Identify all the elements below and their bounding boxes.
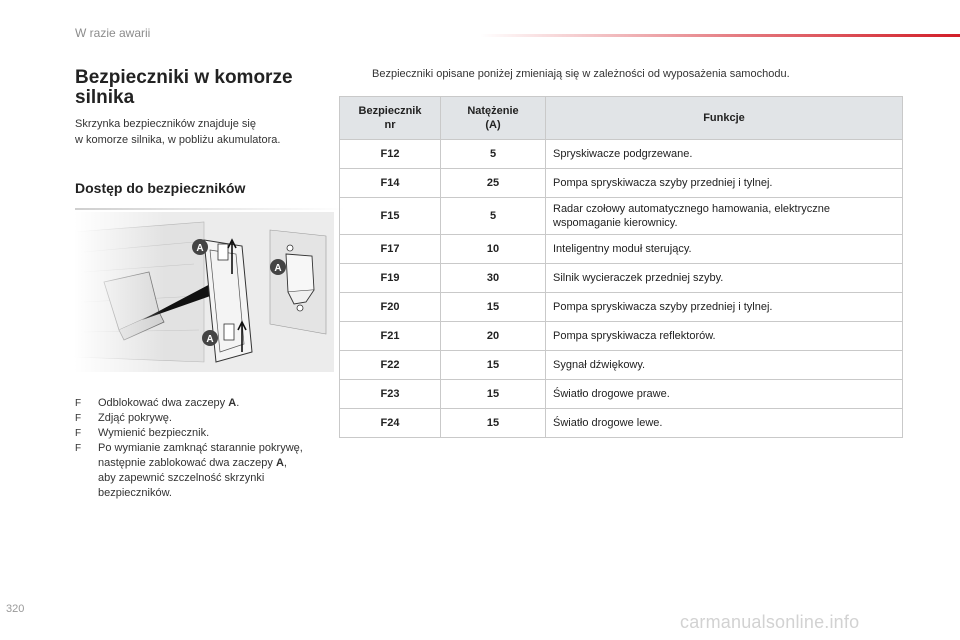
- header-line: Natężenie: [467, 105, 519, 117]
- table-row: [340, 351, 903, 380]
- access-subheading: Dostęp do bezpieczników: [75, 180, 246, 196]
- fuse-number-cell: F12: [340, 140, 441, 169]
- header-accent-line: [480, 34, 960, 37]
- header-amperage: [441, 97, 546, 140]
- table-row: [340, 409, 903, 438]
- fuse-number-cell: F14: [340, 169, 441, 198]
- fuse-number-cell: F21: [340, 322, 441, 351]
- function-line: Radar czołowy automatycznego hamowania, elektryczne: [553, 203, 830, 215]
- label-a-marker: [202, 330, 218, 346]
- label-a-text: A: [206, 334, 214, 345]
- fuse-number-cell: F23: [340, 380, 441, 409]
- intro-line: Skrzynka bezpieczników znajduje się: [75, 118, 256, 130]
- amperage-cell: 25: [441, 169, 546, 198]
- header-fuse-number: [340, 97, 441, 140]
- step-line: Zdjąć pokrywę.: [98, 412, 172, 424]
- page-number: 320: [6, 603, 25, 615]
- function-line: Sygnał dźwiękowy.: [553, 359, 646, 371]
- fuse-number-cell: F19: [340, 264, 441, 293]
- function-line: Silnik wycieraczek przedniej szyby.: [553, 272, 724, 284]
- intro-line: w komorze silnika, w pobliżu akumulatora.: [75, 134, 281, 146]
- table-row: [340, 322, 903, 351]
- function-cell: [546, 351, 903, 380]
- label-a-text: A: [196, 243, 204, 254]
- fuse-table: [339, 96, 903, 438]
- header-functions: Funkcje: [546, 97, 903, 140]
- header-title: W razie awarii: [75, 26, 151, 40]
- function-line: wspomaganie kierownicy.: [553, 217, 678, 229]
- left-fade: [74, 212, 334, 372]
- step-item: [75, 411, 345, 426]
- steps-list: [75, 396, 345, 501]
- function-cell: [546, 169, 903, 198]
- amperage-cell: 15: [441, 409, 546, 438]
- step-item: [75, 426, 345, 441]
- step-line: bezpieczników.: [98, 487, 172, 499]
- function-cell: [546, 380, 903, 409]
- label-a-marker: [270, 259, 286, 275]
- bullet-marker: F: [75, 443, 82, 454]
- table-row: [340, 235, 903, 264]
- amperage-cell: 5: [441, 140, 546, 169]
- function-cell: [546, 293, 903, 322]
- function-cell: [546, 198, 903, 235]
- header-line: (A): [485, 119, 501, 131]
- watermark: carmanualsonline.info: [680, 612, 860, 632]
- function-line: Inteligentny moduł sterujący.: [553, 243, 692, 255]
- function-cell: [546, 409, 903, 438]
- function-line: Światło drogowe prawe.: [553, 388, 670, 400]
- amperage-cell: 15: [441, 293, 546, 322]
- function-line: Pompa spryskiwacza szyby przedniej i tylnej.: [553, 301, 773, 313]
- table-row: [340, 264, 903, 293]
- amperage-cell: 30: [441, 264, 546, 293]
- function-cell: [546, 140, 903, 169]
- function-line: Spryskiwacze podgrzewane.: [553, 148, 693, 160]
- step-line: Wymienić bezpiecznik.: [98, 427, 210, 439]
- label-a-text: A: [274, 263, 282, 274]
- table-header-row: [340, 97, 903, 140]
- amperage-cell: 20: [441, 322, 546, 351]
- step-item: [75, 441, 345, 501]
- fuse-number-cell: F17: [340, 235, 441, 264]
- function-line: Pompa spryskiwacza szyby przedniej i tylnej.: [553, 177, 773, 189]
- intro-text: [75, 116, 345, 148]
- label-a-marker: [192, 239, 208, 255]
- bullet-marker: F: [75, 398, 82, 409]
- clip-label: A: [228, 397, 237, 409]
- section-title-line: Bezpieczniki w komorze: [75, 67, 293, 88]
- fuse-box-illustration: [74, 212, 334, 372]
- header-line: Bezpiecznik: [358, 105, 422, 117]
- section-title-line: silnika: [75, 87, 135, 108]
- step-line: Odblokować dwa zaczepy A.: [98, 397, 240, 409]
- function-line: Pompa spryskiwacza reflektorów.: [553, 330, 716, 342]
- table-row: [340, 198, 903, 235]
- step-line: następnie zablokować dwa zaczepy A,: [98, 457, 287, 469]
- table-row: [340, 140, 903, 169]
- header-line: nr: [384, 119, 396, 131]
- clip-label: A: [275, 457, 284, 469]
- fuse-number-cell: F15: [340, 198, 441, 235]
- fuse-number-cell: F24: [340, 409, 441, 438]
- table-row: [340, 293, 903, 322]
- fuse-number-cell: F20: [340, 293, 441, 322]
- step-line: aby zapewnić szczelność skrzynki: [98, 472, 265, 484]
- table-row: [340, 380, 903, 409]
- function-line: Światło drogowe lewe.: [553, 417, 663, 429]
- bullet-marker: F: [75, 413, 82, 424]
- subheading-underline: [75, 208, 345, 210]
- step-item: [75, 396, 345, 411]
- function-cell: [546, 322, 903, 351]
- bullet-marker: F: [75, 428, 82, 439]
- fuse-number-cell: F22: [340, 351, 441, 380]
- step-line: Po wymianie zamknąć starannie pokrywę,: [98, 442, 303, 454]
- amperage-cell: 10: [441, 235, 546, 264]
- section-title: [75, 68, 335, 108]
- amperage-cell: 15: [441, 380, 546, 409]
- function-cell: [546, 235, 903, 264]
- function-cell: [546, 264, 903, 293]
- table-row: [340, 169, 903, 198]
- amperage-cell: 5: [441, 198, 546, 235]
- table-note: Bezpieczniki opisane poniżej zmieniają się w zależności od wyposażenia samochodu.: [372, 68, 790, 80]
- amperage-cell: 15: [441, 351, 546, 380]
